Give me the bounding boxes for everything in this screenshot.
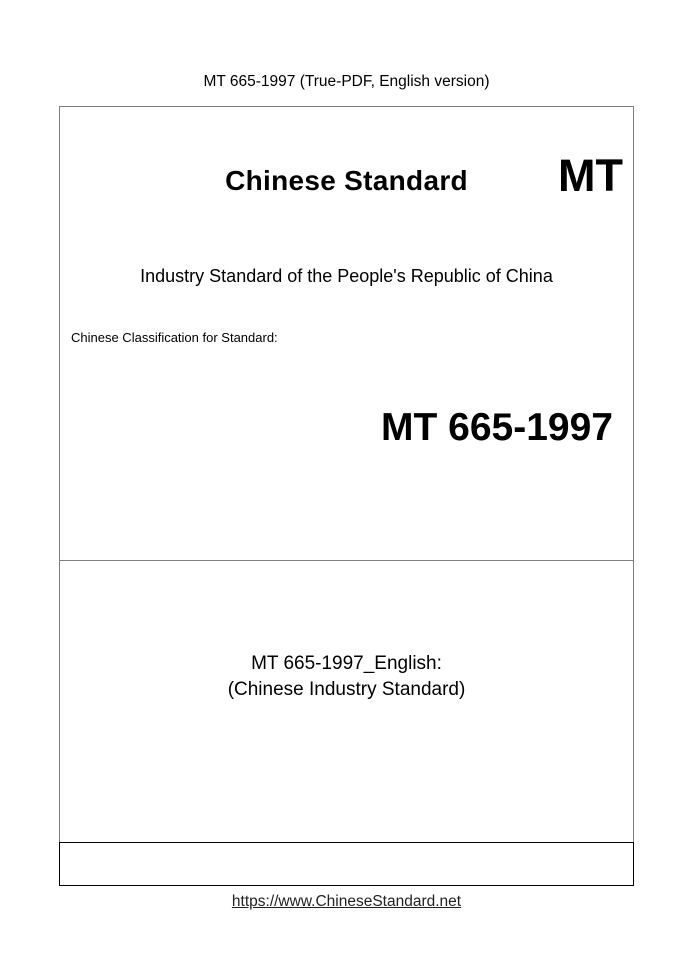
document-title [60, 651, 633, 703]
classification-label: Chinese Classification for Standard: [71, 330, 278, 345]
page-header: MT 665-1997 (True-PDF, English version) [203, 73, 490, 90]
cover-subtitle: Industry Standard of the People's Republic of China [140, 266, 553, 286]
cover-title: Chinese Standard [225, 165, 468, 196]
standard-number: MT 665-1997 [381, 406, 613, 449]
document-title-line-2: (Chinese Industry Standard) [227, 679, 466, 700]
cover-frame [59, 106, 634, 886]
section-divider [60, 560, 633, 561]
document-title-line-1: MT 665-1997_English: [251, 653, 442, 674]
standard-code: MT [558, 150, 623, 201]
website-link[interactable]: https://www.ChineseStandard.net [231, 893, 462, 910]
bottom-box [59, 842, 634, 886]
